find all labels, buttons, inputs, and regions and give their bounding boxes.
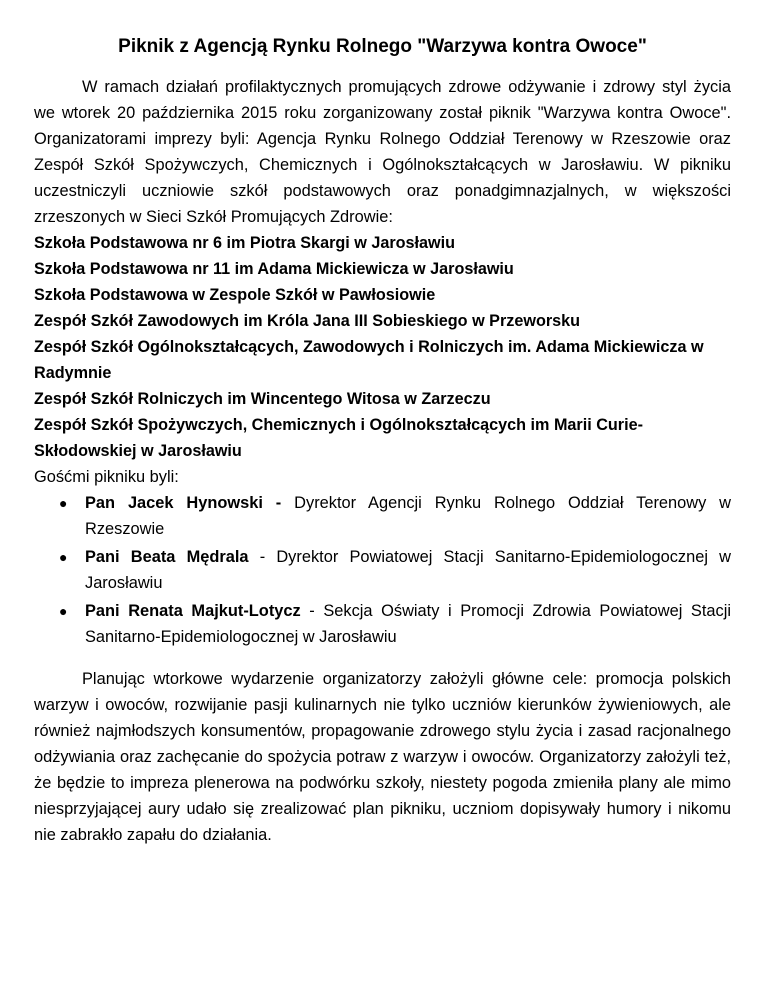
guest-name: Pan Jacek Hynowski [85,494,263,512]
guest-item [59,598,731,650]
school-item: Szkoła Podstawowa nr 11 im Adama Mickiewicza w Jarosławiu [34,260,514,278]
guest-role: Dyrektor Powiatowej Stacji Sanitarno-Epidemiologocznej w Jarosławiu [85,548,731,592]
guest-separator: - [262,494,295,512]
school-list [34,230,731,464]
guest-item [59,490,731,542]
bullet-icon: ● [59,603,68,619]
guest-role: Dyrektor Agencji Rynku Rolnego Oddział Terenowy w Rzeszowie [85,494,731,538]
school-item: Zespół Szkół Spożywczych, Chemicznych i Ogólnokształcących im Marii Curie-Skłodowskiej w Jarosławiu [34,416,643,460]
school-item: Szkoła Podstawowa w Zespole Szkół w Pawłosiowie [34,286,436,304]
closing-paragraph: Planując wtorkowe wydarzenie organizatorzy założyli główne cele: promocja polskich warzyw i owoców, rozwijanie pasji kulinarnych nie tylko uczniów kierunków żywieniowych, ale również najmłodszych konsumentów, propagowanie zdrowego stylu życia i zasad racjonalnego odżywiania oraz zachęcanie do spożycia potraw z warzyw i owoców. Organizatorzy założyli też, że będzie to impreza plenerowa na podwórku szkoły, niestety pogoda zmieniła plany ale mimo niesprzyjającej aury udało się zrealizować plan pikniku, uczniom dopisywały humory i nikomu nie zabrakło zapału do działania. [34,670,731,844]
guest-name: Pani Renata Majkut-Lotycz [85,602,301,620]
guest-separator: - [248,548,277,566]
intro-paragraph: W ramach działań profilaktycznych promujących zdrowe odżywanie i zdrowy styl życia we wtorek 20 października 2015 roku zorganizowany został piknik "Warzywa kontra Owoce". Organizatorami imprezy byli: Agencja Rynku Rolnego Oddział Terenowy w Rzeszowie oraz Zespół Szkół Spożywczych, Chemicznych i Ogólnokształcących w Jarosławiu. W pikniku uczestniczyli uczniowie szkół podstawowych oraz ponadgimnazjalnych, w większości zrzeszonych w Sieci Szkół Promujących Zdrowie: [34,78,731,226]
bullet-icon: ● [59,495,68,511]
guests-label: Gośćmi pikniku byli: [34,468,179,486]
bullet-icon: ● [59,549,68,565]
school-item: Zespół Szkół Rolniczych im Wincentego Witosa w Zarzeczu [34,390,491,408]
school-item: Szkoła Podstawowa nr 6 im Piotra Skargi w Jarosławiu [34,234,456,252]
school-item: Zespół Szkół Zawodowych im Króla Jana III Sobieskiego w Przeworsku [34,312,581,330]
guest-separator: - [300,602,324,620]
guest-name: Pani Beata Mędrala [85,548,249,566]
school-item: Zespół Szkół Ogólnokształcących, Zawodowych i Rolniczych im. Adama Mickiewicza w Radymnie [34,338,704,382]
guest-role: Sekcja Oświaty i Promocji Zdrowia Powiatowej Stacji Sanitarno-Epidemiologocznej w Jarosławiu [85,602,731,646]
guest-list [34,490,731,650]
guest-item [59,544,731,596]
page-title: Piknik z Agencją Rynku Rolnego "Warzywa kontra Owoce" [118,36,647,57]
